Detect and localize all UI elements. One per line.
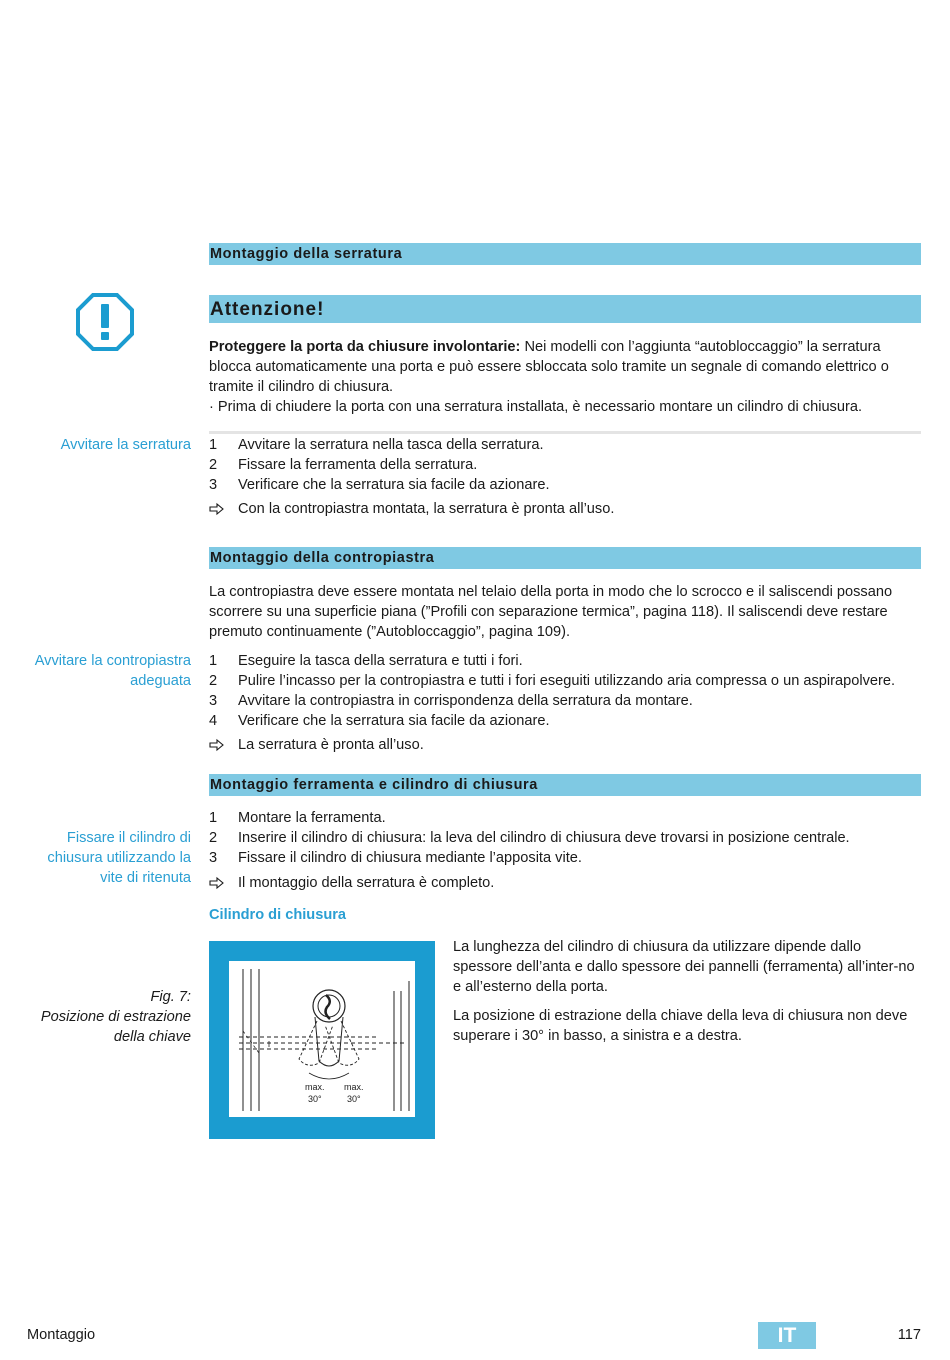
- side-label-line: Avvitare la contropiastra: [34, 653, 191, 669]
- list-item: [209, 711, 923, 731]
- attention-paragraph-rest: Nei modelli con l’aggiunta “autobloccaggio” la serratura blocca automaticamente una porta e può essere sbloccata solo tramite un segnale di comando elettrico o tramite il cilindro di chiusura.: [209, 339, 889, 395]
- separator-line: [209, 431, 921, 434]
- figure-caption-line: Fig. 7:: [150, 989, 191, 1005]
- side-label-line: chiusura utilizzando la: [47, 850, 191, 866]
- warning-octagon-icon: [76, 293, 134, 351]
- list-item: [209, 475, 923, 495]
- attention-bullet: · Prima di chiudere la porta con una serratura installata, è necessario montare un cilindro di chiusura.: [209, 399, 862, 415]
- step-text: Fissare la ferramenta della serratura.: [238, 457, 478, 473]
- angle-label-left-2: 30°: [308, 1094, 322, 1104]
- language-badge: IT: [758, 1322, 816, 1349]
- step-number: 2: [209, 830, 218, 846]
- step-number: 4: [209, 713, 218, 729]
- list-item: [209, 455, 923, 475]
- step-text: Pulire l’incasso per la contropiastra e tutti i fori eseguiti utilizzando aria compressa o un aspirapolvere.: [238, 673, 896, 689]
- strike-plate-intro: [209, 582, 923, 642]
- section-heading-hardware-cylinder: Montaggio ferramenta e cilindro di chiusura: [209, 774, 921, 796]
- side-label-line: vite di ritenuta: [100, 870, 191, 886]
- result-arrow-icon: [209, 735, 225, 755]
- section-heading-lock-mounting: Montaggio della serratura: [209, 243, 921, 265]
- list-item: [209, 828, 923, 848]
- side-label-screw-lock: Avvitare la serratura: [60, 437, 191, 453]
- strike-plate-steps: [209, 651, 923, 731]
- side-label-hardware-cylinder: [9, 828, 191, 888]
- list-item: [209, 691, 923, 711]
- section-heading-strike-plate: Montaggio della contropiastra: [209, 547, 921, 569]
- list-item: [209, 671, 923, 691]
- attention-body: [209, 337, 923, 417]
- figure-frame: [209, 941, 435, 1139]
- list-item: [209, 848, 923, 868]
- result-text: Con la contropiastra montata, la serratura è pronta all’uso.: [238, 501, 615, 517]
- cylinder-paragraph: La lunghezza del cilindro di chiusura da utilizzare dipende dallo spessore dell’anta e dallo spessore dei pannelli (ferramenta) all’inter-no e all’esterno della porta.: [453, 939, 915, 995]
- hardware-cylinder-result: [209, 873, 494, 893]
- result-arrow-icon: [209, 499, 225, 519]
- step-number: 3: [209, 850, 218, 866]
- step-text: Verificare che la serratura sia facile da azionare.: [238, 713, 550, 729]
- step-number: 2: [209, 457, 218, 473]
- step-number: 3: [209, 693, 218, 709]
- result-text: Il montaggio della serratura è completo.: [238, 875, 495, 891]
- page-number: 117: [897, 1327, 921, 1343]
- screw-lock-steps: [209, 435, 923, 495]
- step-text: Montare la ferramenta.: [238, 810, 386, 826]
- angle-label-right-2: 30°: [347, 1094, 361, 1104]
- result-arrow-icon: [209, 873, 225, 893]
- list-item: [209, 435, 923, 455]
- list-item: [209, 808, 923, 828]
- subheading-cylinder: Cilindro di chiusura: [209, 907, 347, 923]
- footer-section: Montaggio: [27, 1327, 96, 1343]
- attention-heading: Attenzione!: [209, 295, 921, 323]
- step-number: 3: [209, 477, 218, 493]
- step-number: 1: [209, 653, 218, 669]
- step-text: Avvitare la contropiastra in corrispondenza della serratura da montare.: [238, 693, 693, 709]
- screw-lock-result: [209, 499, 614, 519]
- figure-caption-line: Posizione di estrazione: [40, 1009, 191, 1025]
- step-text: Avvitare la serratura nella tasca della serratura.: [238, 437, 544, 453]
- hardware-cylinder-steps: [209, 808, 923, 868]
- attention-paragraph: [209, 337, 923, 397]
- side-label-line: adeguata: [130, 673, 191, 689]
- step-number: 1: [209, 810, 218, 826]
- side-label-line: Fissare il cilindro di: [66, 830, 191, 846]
- cylinder-description: [453, 937, 923, 1055]
- step-number: 1: [209, 437, 218, 453]
- figure-caption: [9, 987, 191, 1047]
- attention-bold-lead: Proteggere la porta da chiusure involontarie:: [209, 339, 521, 355]
- step-text: Fissare il cilindro di chiusura mediante l’apposita vite.: [238, 850, 582, 866]
- strike-plate-result: [209, 735, 424, 755]
- cylinder-paragraph: La posizione di estrazione della chiave della leva di chiusura non deve superare i 30° in basso, a sinistra e a destra.: [453, 1008, 908, 1044]
- result-text: La serratura è pronta all’uso.: [238, 737, 424, 753]
- step-text: Verificare che la serratura sia facile da azionare.: [238, 477, 550, 493]
- figure-key-position: [229, 961, 415, 1117]
- step-text: Inserire il cilindro di chiusura: la leva del cilindro di chiusura deve trovarsi in posizione centrale.: [238, 830, 850, 846]
- step-number: 2: [209, 673, 218, 689]
- angle-label-left-1: max.: [305, 1082, 325, 1092]
- angle-label-right-1: max.: [344, 1082, 364, 1092]
- strike-plate-intro-text: La contropiastra deve essere montata nel telaio della porta in modo che lo scrocco e il saliscendi possano scorrere su una superficie piana (”Profili con separazione termica”, pagina 118). Il saliscendi deve restare premuto continuamente (”Autobloccaggio”, pagina 109).: [209, 584, 893, 640]
- side-label-strike-plate: [9, 651, 191, 691]
- list-item: [209, 651, 923, 671]
- step-text: Eseguire la tasca della serratura e tutti i fori.: [238, 653, 523, 669]
- key-extraction-diagram: [229, 961, 415, 1117]
- figure-caption-line: della chiave: [113, 1029, 191, 1045]
